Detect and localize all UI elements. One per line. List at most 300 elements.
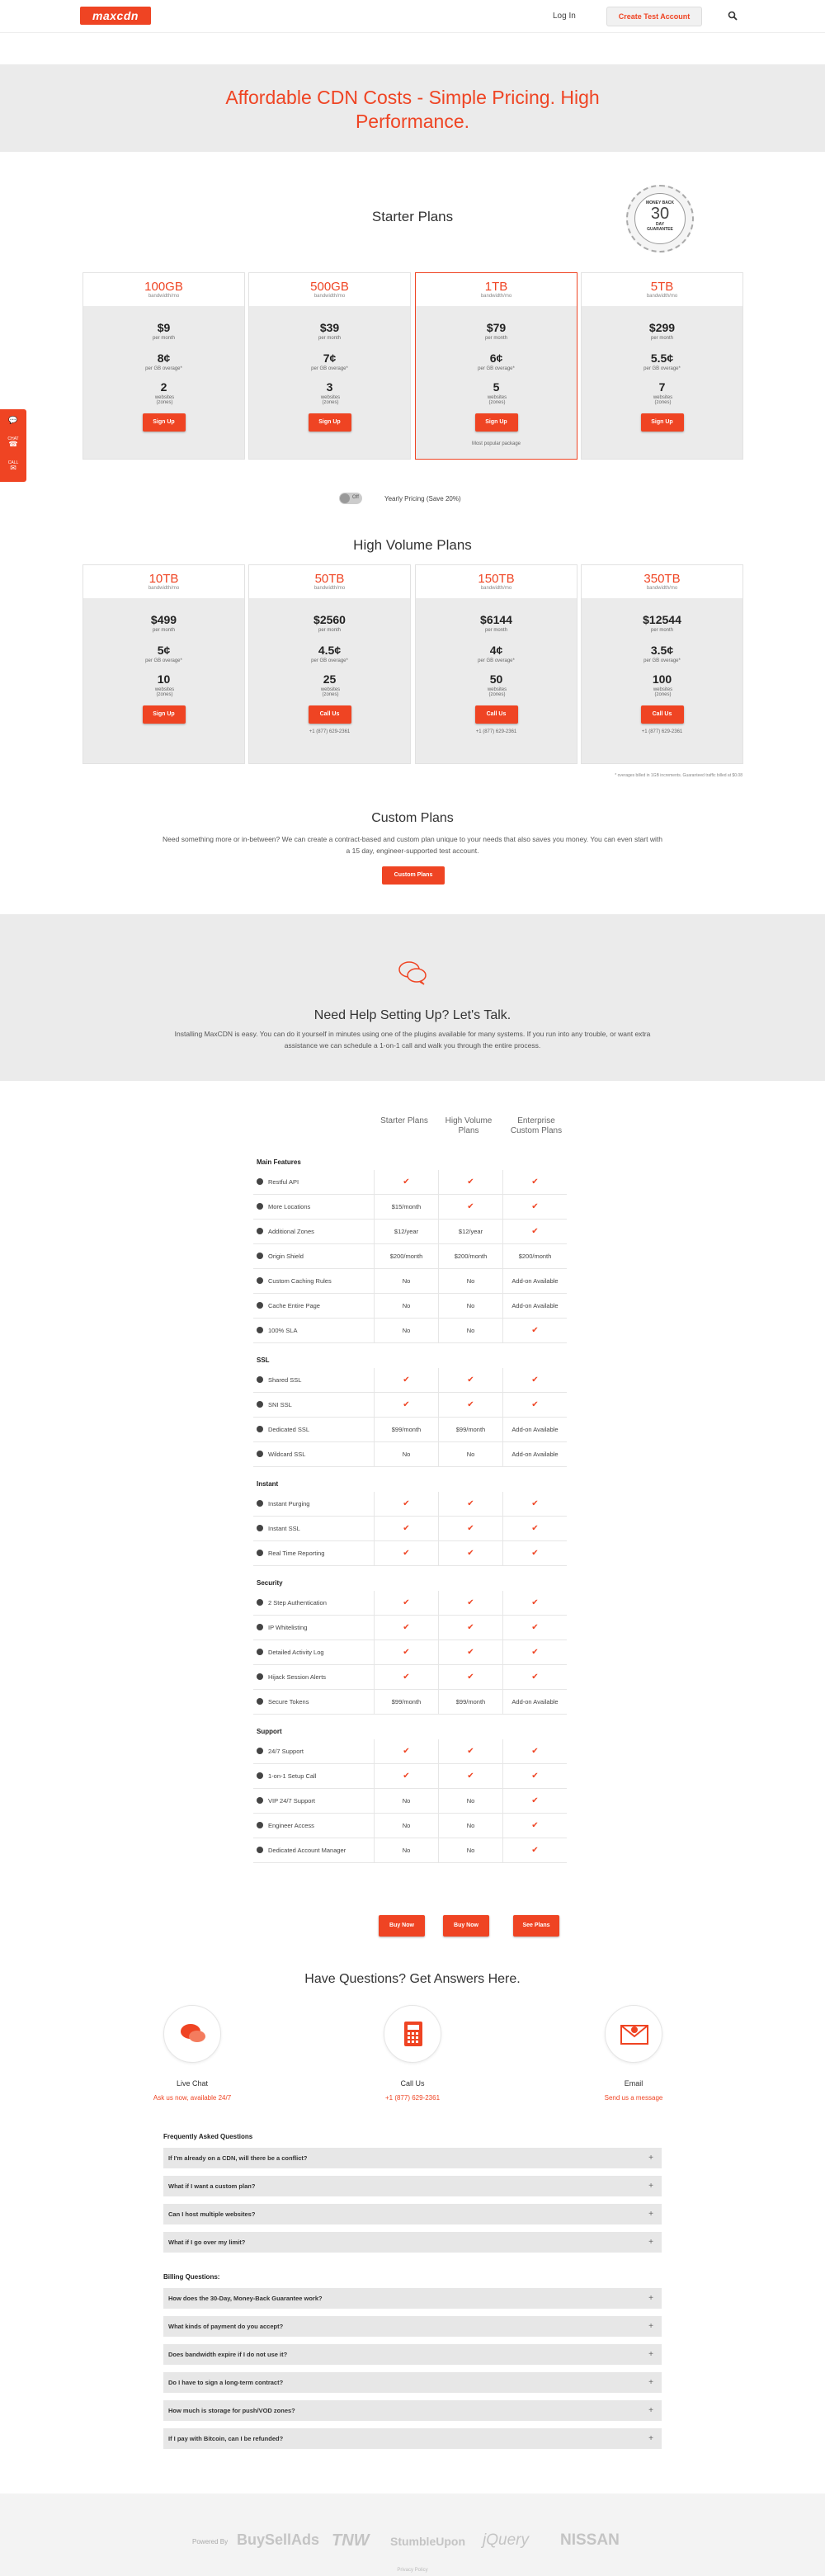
feature-value: Add-on Available (502, 1269, 567, 1294)
yearly-pricing-toggle[interactable]: Off (339, 493, 362, 504)
plan-cost: 5.5¢ (650, 351, 674, 365)
feature-name[interactable]: Restful API (257, 1178, 299, 1186)
feature-row (253, 1170, 567, 1195)
plan-sub: bandwidth/mo (148, 586, 180, 591)
feature-group-title: Support (257, 1728, 282, 1735)
search-icon[interactable] (728, 11, 738, 21)
plan-phone: +1 (877) 629-2361 (309, 729, 351, 734)
check-icon: ✔ (438, 1393, 502, 1418)
plus-icon: + (648, 2294, 653, 2303)
feature-name[interactable]: Hijack Session Alerts (257, 1673, 326, 1681)
feature-name[interactable]: Dedicated SSL (257, 1426, 309, 1433)
feature-row (253, 1665, 567, 1690)
plan-sites-label: websites (zones) (653, 395, 673, 405)
plan-price: $9 (157, 321, 171, 334)
plus-icon: + (648, 2434, 653, 2443)
plan-sites: 7 (658, 380, 666, 394)
faq-question: Can I host multiple websites? (168, 2210, 256, 2218)
check-icon: ✔ (502, 1170, 567, 1195)
sign-up-button[interactable]: Sign Up (143, 705, 186, 724)
plan-cost-label: per GB overage* (478, 658, 515, 663)
check-icon: ✔ (502, 1393, 567, 1418)
plan-cost-label: per GB overage* (145, 658, 182, 663)
faq-item[interactable] (163, 2344, 662, 2365)
plan-cost-label: per GB overage* (311, 658, 348, 663)
brand-jquery: jQuery (483, 2531, 529, 2549)
chat-icon (179, 2022, 207, 2045)
badge-number: 30 (650, 205, 670, 223)
feature-row (253, 1616, 567, 1640)
check-icon: ✔ (374, 1541, 438, 1566)
feature-row (253, 1814, 567, 1838)
buy-now-starter[interactable]: Buy Now (379, 1915, 425, 1937)
plan-name: 500GB (310, 280, 349, 294)
starter-plans-title: Starter Plans (371, 209, 454, 224)
feature-name[interactable]: More Locations (257, 1203, 310, 1210)
check-icon: ✔ (502, 1640, 567, 1665)
feature-name[interactable]: Dedicated Account Manager (257, 1847, 346, 1854)
check-icon: ✔ (374, 1739, 438, 1764)
faq-question: If I'm already on a CDN, will there be a conflict? (168, 2154, 308, 2162)
feature-row (253, 1220, 567, 1244)
most-popular-label: Most popular package (471, 441, 521, 446)
brand-buysellads: BuySellAds (237, 2531, 320, 2548)
feature-row (253, 1244, 567, 1269)
plus-icon: + (648, 2406, 653, 2415)
feature-name[interactable]: Wildcard SSL (257, 1451, 305, 1458)
side-call[interactable]: ☎ CALL (0, 433, 26, 457)
feature-row (253, 1838, 567, 1863)
feature-row (253, 1418, 567, 1442)
plan-cost-label: per GB overage* (644, 366, 681, 371)
feature-row (253, 1739, 567, 1764)
plan-phone: +1 (877) 629-2361 (475, 729, 517, 734)
plan-card-5tb (581, 272, 743, 460)
feature-row (253, 1269, 567, 1294)
plan-sites: 100 (652, 672, 672, 686)
feature-value: $15/month (374, 1195, 438, 1220)
col-header-starter: Starter Plans (380, 1116, 428, 1125)
faq-question: What kinds of payment do you accept? (168, 2323, 284, 2330)
check-icon: ✔ (502, 1616, 567, 1640)
help-title: Need Help Setting Up? Let's Talk. (314, 1008, 512, 1022)
feature-value: $200/month (502, 1244, 567, 1269)
badge-top: MONEY BACK (645, 201, 675, 205)
plan-price: $299 (648, 321, 676, 334)
site-header (0, 0, 825, 33)
plan-cost-label: per GB overage* (311, 366, 348, 371)
feature-value: No (438, 1294, 502, 1319)
plan-per: per month (650, 336, 673, 341)
check-icon: ✔ (374, 1665, 438, 1690)
faq-heading: Frequently Asked Questions (163, 2133, 253, 2140)
plan-name: 5TB (650, 280, 674, 294)
feature-value: No (374, 1269, 438, 1294)
feature-row (253, 1517, 567, 1541)
faq-question: What if I go over my limit? (168, 2239, 246, 2246)
faq-question: Does bandwidth expire if I do not use it? (168, 2351, 288, 2358)
faq-item[interactable] (163, 2428, 662, 2449)
create-test-account-button[interactable]: Create Test Account (606, 7, 702, 26)
feature-value: No (438, 1442, 502, 1467)
faq-item[interactable] (163, 2372, 662, 2393)
yearly-pricing-label: Yearly Pricing (Save 20%) (384, 495, 461, 502)
billing-heading: Billing Questions: (163, 2273, 220, 2281)
plan-card-350tb (581, 564, 743, 764)
buy-now-high[interactable]: Buy Now (443, 1915, 489, 1937)
feature-value: No (438, 1269, 502, 1294)
feature-value: No (438, 1838, 502, 1863)
check-icon: ✔ (438, 1541, 502, 1566)
check-icon: ✔ (374, 1591, 438, 1616)
hero-banner (0, 64, 825, 152)
plan-sites-label: websites (zones) (487, 395, 507, 405)
sign-up-button[interactable]: Sign Up (143, 413, 186, 432)
check-icon: ✔ (438, 1640, 502, 1665)
plan-per: per month (318, 336, 341, 341)
plan-per: per month (650, 628, 673, 633)
call-us-button[interactable]: Call Us (309, 705, 351, 724)
plus-icon: + (648, 2182, 653, 2191)
plan-per: per month (318, 628, 341, 633)
feature-value: Add-on Available (502, 1690, 567, 1715)
plus-icon: + (648, 2350, 653, 2359)
plan-price: $499 (150, 613, 177, 626)
chat-icon: 💬 (8, 416, 18, 424)
feature-row (253, 1492, 567, 1517)
powered-by-label: Powered By (192, 2538, 229, 2545)
check-icon: ✔ (438, 1492, 502, 1517)
footer (0, 2493, 825, 2576)
maxcdn-logo[interactable]: maxcdn (80, 7, 151, 25)
feature-row (253, 1764, 567, 1789)
hero-title: Affordable CDN Costs - Simple Pricing. High Performance. (225, 87, 600, 132)
faq-question: How does the 30-Day, Money-Back Guarantee work? (168, 2295, 323, 2302)
plan-name: 10TB (148, 572, 179, 586)
check-icon: ✔ (502, 1492, 567, 1517)
feature-value: No (374, 1294, 438, 1319)
check-icon: ✔ (374, 1517, 438, 1541)
plan-sites: 5 (493, 380, 500, 394)
faq-question: How much is storage for push/VOD zones? (168, 2407, 295, 2414)
check-icon: ✔ (502, 1739, 567, 1764)
faq-question: Do I have to sign a long-term contract? (168, 2379, 284, 2386)
feature-value: $200/month (374, 1244, 438, 1269)
check-icon: ✔ (438, 1368, 502, 1393)
questions-title: Have Questions? Get Answers Here. (304, 1972, 521, 1986)
feature-name[interactable]: Origin Shield (257, 1253, 304, 1260)
feature-row (253, 1319, 567, 1343)
email-title: Email (624, 2079, 644, 2088)
plan-sites: 3 (326, 380, 333, 394)
overage-note: * overages billed in 1GB increments. Guaranteed traffic billed at $0.08 (615, 773, 742, 778)
feature-value: Add-on Available (502, 1294, 567, 1319)
badge-day: DAY (655, 222, 665, 227)
plan-card-50tb (248, 564, 411, 764)
faq-item[interactable] (163, 2316, 662, 2337)
check-icon: ✔ (374, 1616, 438, 1640)
plus-icon: + (648, 2322, 653, 2331)
plan-name: 1TB (484, 280, 508, 294)
feature-value: $99/month (374, 1418, 438, 1442)
check-icon: ✔ (502, 1764, 567, 1789)
check-icon: ✔ (502, 1665, 567, 1690)
side-contact-tab[interactable] (0, 409, 26, 489)
feature-value: Add-on Available (502, 1418, 567, 1442)
feature-group-title: Instant (257, 1480, 279, 1488)
feature-value: $99/month (374, 1690, 438, 1715)
feature-row (253, 1640, 567, 1665)
feature-name[interactable]: Additional Zones (257, 1228, 314, 1235)
feature-value: No (374, 1442, 438, 1467)
plan-sub: bandwidth/mo (480, 586, 512, 591)
live-chat-link[interactable]: Ask us now, available 24/7 (153, 2094, 232, 2102)
call-us-title: Call Us (400, 2079, 425, 2088)
feature-value: $99/month (438, 1690, 502, 1715)
plan-name: 350TB (644, 572, 681, 586)
plan-sites-label: websites (zones) (487, 687, 507, 697)
faq-question: If I pay with Bitcoin, can I be refunded? (168, 2435, 284, 2442)
check-icon: ✔ (502, 1541, 567, 1566)
plan-per: per month (484, 628, 507, 633)
feature-row (253, 1541, 567, 1566)
call-us-link[interactable]: +1 (877) 629-2361 (384, 2094, 441, 2102)
plan-per: per month (152, 628, 175, 633)
call-us-card[interactable] (351, 2005, 474, 2102)
plan-price: $2560 (314, 613, 346, 626)
brand-stumbleupon: StumbleUpon (390, 2535, 465, 2548)
feature-row (253, 1195, 567, 1220)
faq-item[interactable] (163, 2232, 662, 2253)
high-volume-title: High Volume Plans (353, 537, 472, 553)
faq-item[interactable] (163, 2148, 662, 2168)
feature-name[interactable]: Instant SSL (257, 1525, 300, 1532)
money-back-badge (626, 185, 694, 252)
feature-value: $99/month (438, 1418, 502, 1442)
privacy-policy-link[interactable]: Privacy Policy (397, 2568, 428, 2573)
check-icon: ✔ (374, 1368, 438, 1393)
feature-row (253, 1368, 567, 1393)
call-us-button[interactable]: Call Us (641, 705, 684, 724)
feature-name[interactable]: 1-on-1 Setup Call (257, 1772, 316, 1780)
feature-row (253, 1294, 567, 1319)
feature-name[interactable]: 2 Step Authentication (257, 1599, 327, 1606)
plan-card-10tb (82, 564, 245, 764)
plus-icon: + (648, 2238, 653, 2247)
col-header-enterprise: Enterprise Custom Plans (510, 1116, 563, 1135)
check-icon: ✔ (438, 1517, 502, 1541)
check-icon: ✔ (502, 1195, 567, 1220)
feature-name[interactable]: Shared SSL (257, 1376, 301, 1384)
email-link[interactable]: Send us a message (604, 2094, 663, 2102)
col-header-high: High Volume Plans (445, 1116, 493, 1135)
feature-name[interactable]: 24/7 Support (257, 1748, 304, 1755)
plan-sites-label: websites (zones) (320, 687, 341, 697)
see-plans-button[interactable]: See Plans (513, 1915, 559, 1937)
live-chat-card[interactable] (130, 2005, 254, 2102)
feature-name[interactable]: Instant Purging (257, 1500, 309, 1507)
plan-sub: bandwidth/mo (314, 294, 346, 299)
custom-plans-desc: Need something more or in-between? We can create a contract-based and custom plan unique to your needs that also saves you money. You can even start with a 15 day, engineer-supported test account. (163, 835, 662, 855)
faq-item[interactable] (163, 2288, 662, 2309)
check-icon: ✔ (374, 1764, 438, 1789)
phone-icon: ☎ (8, 440, 18, 448)
plan-price: $12544 (643, 613, 681, 626)
check-icon: ✔ (438, 1170, 502, 1195)
plan-card-1tb (415, 272, 578, 460)
check-icon: ✔ (502, 1220, 567, 1244)
plan-sub: bandwidth/mo (480, 294, 512, 299)
live-chat-title: Live Chat (176, 2079, 209, 2088)
plan-price: $6144 (480, 613, 512, 626)
feature-group-title: SSL (257, 1356, 270, 1364)
email-card[interactable] (572, 2005, 695, 2102)
feature-group-title: Security (257, 1579, 283, 1587)
plan-sites-label: websites (zones) (154, 395, 175, 405)
plan-cost: 7¢ (323, 351, 337, 365)
phone-icon (403, 2020, 424, 2048)
feature-value: No (374, 1789, 438, 1814)
plus-icon: + (648, 2378, 653, 2387)
custom-plans-title: Custom Plans (371, 811, 454, 825)
plan-sites: 25 (323, 672, 337, 686)
faq-question: What if I want a custom plan? (168, 2182, 256, 2190)
check-icon: ✔ (438, 1195, 502, 1220)
feature-name[interactable]: Custom Caching Rules (257, 1277, 332, 1285)
feature-name[interactable]: SNI SSL (257, 1401, 292, 1408)
comparison-table (253, 1145, 567, 1863)
feature-row (253, 1690, 567, 1715)
feature-value: $12/year (438, 1220, 502, 1244)
plan-sub: bandwidth/mo (148, 294, 180, 299)
feature-name[interactable]: IP Whitelisting (257, 1624, 307, 1631)
feature-name[interactable]: Engineer Access (257, 1822, 314, 1829)
plan-per: per month (484, 336, 507, 341)
sign-up-button[interactable]: Sign Up (641, 413, 684, 432)
check-icon: ✔ (502, 1517, 567, 1541)
faq-item[interactable] (163, 2176, 662, 2196)
plus-icon: + (648, 2210, 653, 2219)
feature-value: No (438, 1814, 502, 1838)
side-email[interactable]: ✉ MESSAGE (0, 457, 26, 481)
check-icon: ✔ (374, 1170, 438, 1195)
plan-sites-label: websites (zones) (154, 687, 175, 697)
feature-name[interactable]: Cache Entire Page (257, 1302, 320, 1309)
feature-value: $200/month (438, 1244, 502, 1269)
plan-cost-label: per GB overage* (644, 658, 681, 663)
plus-icon: + (648, 2154, 653, 2163)
help-section (0, 914, 825, 1081)
help-desc: Installing MaxCDN is easy. You can do it yourself in minutes using one of the plugins available for many systems. If you run into any trouble, or want extra assistance we can schedule a 1-on-1 call and walk you through the entire process. (174, 1030, 651, 1050)
side-chat[interactable]: 💬 CHAT (0, 409, 26, 433)
call-us-button[interactable]: Call Us (475, 705, 518, 724)
feature-row (253, 1442, 567, 1467)
faq-item[interactable] (163, 2204, 662, 2225)
feature-value: $12/year (374, 1220, 438, 1244)
plan-card-100gb (82, 272, 245, 460)
check-icon: ✔ (438, 1616, 502, 1640)
plan-sites: 10 (157, 672, 171, 686)
check-icon: ✔ (438, 1591, 502, 1616)
plan-per: per month (152, 336, 175, 341)
feature-row (253, 1591, 567, 1616)
sign-up-button[interactable]: Sign Up (309, 413, 351, 432)
plan-sites-label: websites (zones) (653, 687, 673, 697)
check-icon: ✔ (502, 1591, 567, 1616)
custom-plans-button[interactable]: Custom Plans (382, 866, 445, 885)
feature-value: Add-on Available (502, 1442, 567, 1467)
feature-group-title: Main Features (257, 1158, 301, 1166)
plan-phone: +1 (877) 629-2361 (641, 729, 683, 734)
sign-up-button[interactable]: Sign Up (475, 413, 518, 432)
feature-row (253, 1393, 567, 1418)
check-icon: ✔ (502, 1838, 567, 1863)
check-icon: ✔ (438, 1665, 502, 1690)
plan-sites: 50 (489, 672, 503, 686)
plan-name: 100GB (144, 280, 183, 294)
plan-price: $79 (486, 321, 507, 334)
feature-value: No (438, 1319, 502, 1343)
plan-cost: 3.5¢ (650, 644, 674, 657)
feature-name[interactable]: Secure Tokens (257, 1698, 309, 1706)
plan-sites-label: websites (zones) (320, 395, 341, 405)
plan-cost-label: per GB overage* (478, 366, 515, 371)
faq-item[interactable] (163, 2400, 662, 2421)
brand-nissan: NISSAN (560, 2531, 620, 2549)
mail-icon: ✉ (10, 464, 16, 472)
plan-sub: bandwidth/mo (314, 586, 346, 591)
plan-cost: 4¢ (489, 644, 503, 657)
plan-sub: bandwidth/mo (646, 586, 678, 591)
plan-sub: bandwidth/mo (646, 294, 678, 299)
login-link[interactable]: Log In (553, 12, 576, 21)
plan-name: 50TB (314, 572, 345, 586)
plan-card-500gb (248, 272, 411, 460)
plan-cost: 5¢ (157, 644, 171, 657)
feature-name[interactable]: Real Time Reporting (257, 1550, 324, 1557)
check-icon: ✔ (502, 1814, 567, 1838)
plan-cost-label: per GB overage* (145, 366, 182, 371)
check-icon: ✔ (438, 1764, 502, 1789)
feature-name[interactable]: Detailed Activity Log (257, 1649, 324, 1656)
check-icon: ✔ (374, 1393, 438, 1418)
plan-price: $39 (319, 321, 340, 334)
badge-bottom: GUARANTEE (647, 227, 673, 232)
check-icon: ✔ (502, 1319, 567, 1343)
plan-cost: 4.5¢ (318, 644, 342, 657)
plan-name: 150TB (478, 572, 515, 586)
feature-value: No (374, 1838, 438, 1863)
plan-cost: 8¢ (157, 351, 171, 365)
feature-name[interactable]: VIP 24/7 Support (257, 1797, 315, 1805)
feature-value: No (374, 1814, 438, 1838)
feature-name[interactable]: 100% SLA (257, 1327, 297, 1334)
envelope-icon (620, 2022, 649, 2045)
check-icon: ✔ (502, 1789, 567, 1814)
feature-row (253, 1789, 567, 1814)
brand-tnw: TNW (332, 2531, 370, 2550)
chat-bubbles-icon (398, 960, 427, 985)
check-icon: ✔ (374, 1492, 438, 1517)
check-icon: ✔ (374, 1640, 438, 1665)
feature-value: No (438, 1789, 502, 1814)
plan-sites: 2 (160, 380, 167, 394)
check-icon: ✔ (502, 1368, 567, 1393)
feature-value: No (374, 1319, 438, 1343)
plan-cost: 6¢ (489, 351, 503, 365)
plan-card-150tb (415, 564, 578, 764)
check-icon: ✔ (438, 1739, 502, 1764)
